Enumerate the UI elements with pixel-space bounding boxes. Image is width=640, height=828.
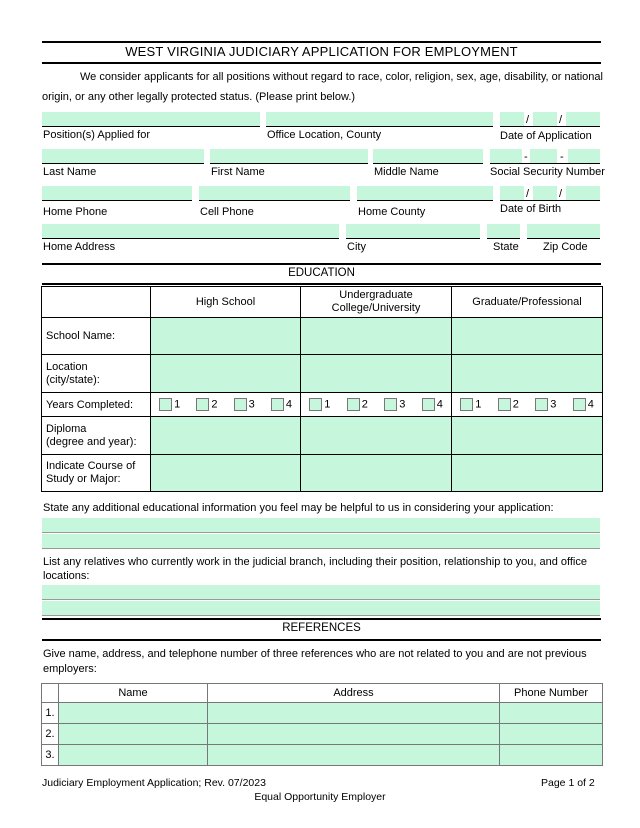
row-course-line1: Indicate Course of	[46, 460, 136, 472]
row-location-line2: (city/state):	[46, 373, 100, 386]
col-high-school: High School	[151, 287, 301, 318]
row-years-label: Years Completed:	[42, 393, 151, 417]
date-separator: /	[526, 114, 530, 126]
ref-1-phone-input[interactable]	[500, 703, 603, 724]
ssn-part1-input[interactable]	[490, 149, 522, 163]
grad-year-2-checkbox[interactable]: 2	[498, 398, 519, 411]
first-name-input[interactable]	[210, 149, 368, 163]
hs-location-input[interactable]	[151, 355, 301, 393]
field-underline	[490, 163, 600, 164]
references-prompt-line2: employers:	[43, 663, 97, 675]
intro-line-1: We consider applicants for all positions without regard to race, color, religion, sex, age, disability, or national	[80, 71, 603, 83]
ref-2-address-input[interactable]	[208, 724, 500, 745]
dob-label: Date of Birth	[500, 203, 562, 215]
ref-col-name: Name	[59, 684, 208, 703]
date-separator: /	[526, 188, 530, 200]
home-county-label: Home County	[358, 206, 426, 218]
grad-years-cell	[452, 393, 603, 417]
date-application-label: Date of Application	[500, 130, 592, 142]
field-underline	[42, 163, 204, 164]
col-graduate: Graduate/Professional	[452, 287, 603, 318]
zip-code-input[interactable]	[527, 224, 600, 238]
title-top-rule	[42, 41, 601, 43]
cell-phone-label: Cell Phone	[200, 206, 254, 218]
ref-col-address: Address	[208, 684, 500, 703]
education-heading: EDUCATION	[288, 267, 355, 279]
city-input[interactable]	[346, 224, 480, 238]
ssn-separator: -	[560, 151, 564, 163]
field-underline	[42, 599, 600, 600]
row-diploma-line2: (degree and year):	[46, 435, 137, 448]
grad-year-4-checkbox[interactable]: 4	[573, 398, 594, 411]
home-county-input[interactable]	[357, 186, 493, 200]
footer-revision: Judiciary Employment Application; Rev. 07/2023	[42, 777, 266, 789]
ssn-label: Social Security Number	[490, 166, 605, 178]
references-prompt-line1: Give name, address, and telephone number of three references who are not related to you and are not previous	[43, 648, 587, 660]
ssn-part3-input[interactable]	[568, 149, 600, 163]
field-underline	[527, 238, 600, 239]
col-undergraduate	[301, 287, 452, 318]
date-separator: /	[559, 188, 563, 200]
date-separator: /	[559, 114, 563, 126]
section-rule	[42, 283, 601, 285]
field-underline	[42, 238, 339, 239]
ref-1-address-input[interactable]	[208, 703, 500, 724]
field-underline	[346, 238, 480, 239]
hs-year-4-checkbox[interactable]: 4	[271, 398, 292, 411]
office-location-input[interactable]	[266, 112, 493, 126]
ref-corner-cell	[42, 684, 59, 703]
cell-phone-input[interactable]	[199, 186, 350, 200]
relatives-line-1[interactable]	[42, 585, 600, 599]
field-underline	[500, 126, 600, 127]
grad-diploma-input[interactable]	[452, 417, 603, 455]
ref-2-phone-input[interactable]	[500, 724, 603, 745]
hs-course-input[interactable]	[151, 455, 301, 492]
col-undergraduate-line2: College/University	[331, 302, 421, 314]
field-underline	[42, 126, 260, 127]
field-underline	[42, 548, 600, 549]
hs-year-2-checkbox[interactable]: 2	[196, 398, 217, 411]
form-title: WEST VIRGINIA JUDICIARY APPLICATION FOR EMPLOYMENT	[125, 44, 518, 59]
dob-year-input[interactable]	[566, 186, 600, 200]
field-underline	[357, 200, 493, 201]
ref-row-number: 2.	[42, 724, 59, 745]
row-diploma-line1: Diploma	[46, 422, 87, 435]
ref-2-name-input[interactable]	[59, 724, 208, 745]
ug-location-input[interactable]	[301, 355, 452, 393]
ref-1-name-input[interactable]	[59, 703, 208, 724]
row-course-label	[42, 455, 151, 492]
city-label: City	[347, 241, 366, 253]
ug-diploma-input[interactable]	[301, 417, 452, 455]
grad-year-1-checkbox[interactable]: 1	[460, 398, 481, 411]
ug-year-1-checkbox[interactable]: 1	[309, 398, 330, 411]
field-underline	[199, 200, 350, 201]
state-input[interactable]	[487, 224, 520, 238]
field-underline	[42, 615, 600, 616]
ref-row-number: 1.	[42, 703, 59, 724]
field-underline	[500, 200, 600, 201]
row-location-label	[42, 355, 151, 393]
middle-name-label: Middle Name	[374, 166, 439, 178]
intro-line-2: origin, or any other legally protected status. (Please print below.)	[42, 91, 356, 103]
additional-education-line-2[interactable]	[42, 534, 600, 548]
education-table	[41, 286, 603, 492]
grad-course-input[interactable]	[452, 455, 603, 492]
date-application-day-input[interactable]	[533, 112, 557, 126]
references-heading: REFERENCES	[282, 622, 361, 634]
ug-years-cell	[301, 393, 452, 417]
zip-code-label: Zip Code	[543, 241, 588, 253]
grad-school-name-input[interactable]	[452, 318, 603, 355]
ref-3-address-input[interactable]	[208, 745, 500, 766]
section-rule	[42, 263, 601, 265]
title-bottom-rule	[42, 62, 601, 64]
relatives-prompt-line2: locations:	[43, 570, 90, 582]
ref-3-phone-input[interactable]	[500, 745, 603, 766]
field-underline	[266, 126, 493, 127]
ug-year-3-checkbox[interactable]: 3	[384, 398, 405, 411]
row-diploma-label	[42, 417, 151, 455]
references-table	[41, 683, 603, 766]
ug-year-2-checkbox[interactable]: 2	[347, 398, 368, 411]
office-location-label: Office Location, County	[267, 129, 382, 141]
grad-year-3-checkbox[interactable]: 3	[535, 398, 556, 411]
section-rule	[42, 639, 601, 641]
field-underline	[210, 163, 368, 164]
hs-year-3-checkbox[interactable]: 3	[234, 398, 255, 411]
field-underline	[487, 238, 520, 239]
positions-applied-input[interactable]	[42, 112, 260, 126]
relatives-line-2[interactable]	[42, 601, 600, 615]
last-name-input[interactable]	[42, 149, 204, 163]
row-school-name-label: School Name:	[42, 318, 151, 355]
ref-3-name-input[interactable]	[59, 745, 208, 766]
ref-col-phone: Phone Number	[500, 684, 603, 703]
ug-course-input[interactable]	[301, 455, 452, 492]
education-corner-cell	[42, 287, 151, 318]
home-phone-input[interactable]	[42, 186, 192, 200]
relatives-prompt-line1: List any relatives who currently work in the judicial branch, including their position, relationship to you, and office	[43, 556, 587, 568]
col-undergraduate-line1: Undergraduate	[339, 289, 413, 301]
positions-applied-label: Position(s) Applied for	[43, 129, 150, 141]
ssn-part2-input[interactable]	[530, 149, 557, 163]
field-underline	[42, 532, 600, 533]
dob-day-input[interactable]	[533, 186, 557, 200]
hs-school-name-input[interactable]	[151, 318, 301, 355]
ug-school-name-input[interactable]	[301, 318, 452, 355]
additional-education-prompt: State any additional educational information you feel may be helpful to us in considering your application:	[43, 502, 554, 514]
state-label: State	[493, 241, 519, 253]
ssn-separator: -	[524, 151, 528, 163]
date-application-year-input[interactable]	[566, 112, 600, 126]
grad-location-input[interactable]	[452, 355, 603, 393]
field-underline	[42, 200, 192, 201]
footer-eoe: Equal Opportunity Employer	[254, 791, 386, 803]
section-rule	[42, 618, 601, 620]
ug-year-4-checkbox[interactable]: 4	[422, 398, 443, 411]
dob-month-input[interactable]	[500, 186, 524, 200]
field-underline	[373, 163, 483, 164]
hs-year-1-checkbox[interactable]: 1	[159, 398, 180, 411]
home-address-input[interactable]	[42, 224, 339, 238]
last-name-label: Last Name	[43, 166, 97, 178]
hs-diploma-input[interactable]	[151, 417, 301, 455]
first-name-label: First Name	[211, 166, 265, 178]
footer-page-number: Page 1 of 2	[541, 777, 595, 789]
home-address-label: Home Address	[43, 241, 116, 253]
home-phone-label: Home Phone	[43, 206, 108, 218]
middle-name-input[interactable]	[373, 149, 483, 163]
date-application-month-input[interactable]	[500, 112, 524, 126]
row-course-line2: Study or Major:	[46, 473, 121, 485]
ref-row-number: 3.	[42, 745, 59, 766]
additional-education-line-1[interactable]	[42, 518, 600, 532]
hs-years-cell	[151, 393, 301, 417]
row-location-line1: Location	[46, 360, 88, 373]
